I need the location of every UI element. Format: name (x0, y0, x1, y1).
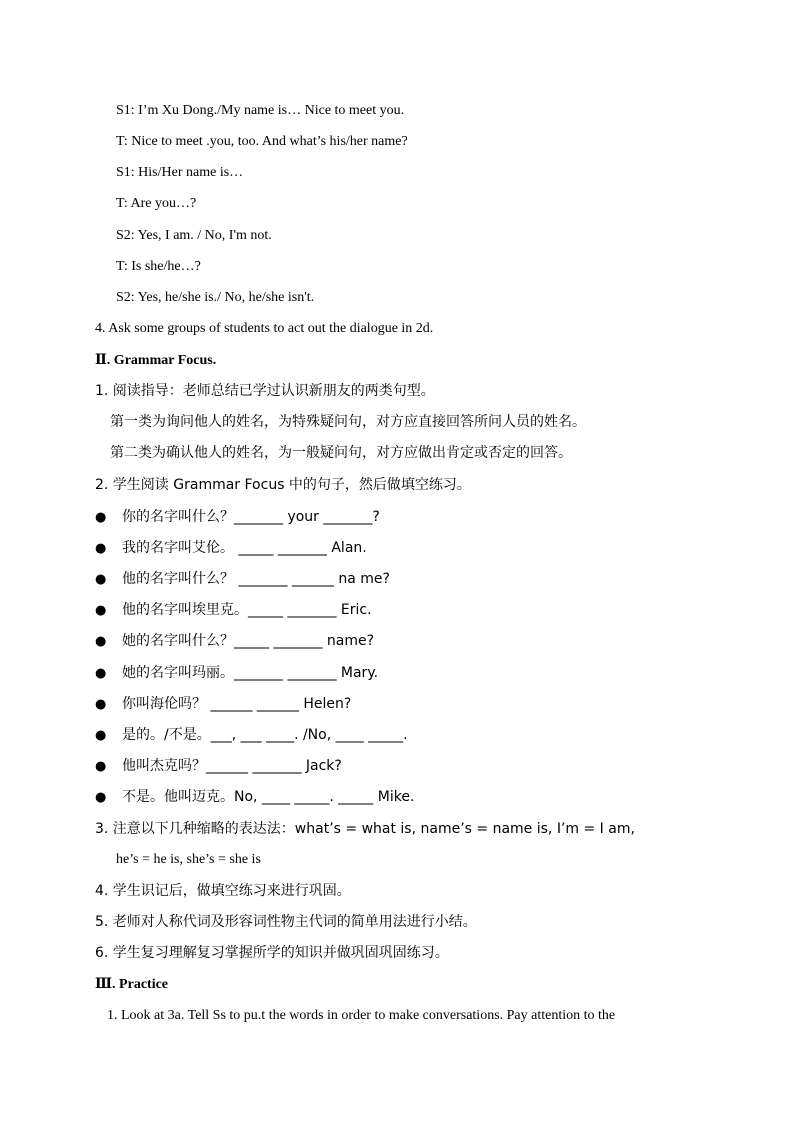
list-item (95, 508, 380, 527)
list-item (95, 601, 372, 620)
grammar-item-1: 1. 阅读指导：老师总结已学过认识新朋友的两类句型。 (95, 383, 435, 399)
list-item (95, 695, 351, 714)
list-item (95, 664, 378, 683)
fill-in-exercise: 她的名字叫什么？_____ _______ name? (122, 633, 375, 649)
dialogue-line: T: Is she/he…? (116, 259, 201, 274)
grammar-item-1-detail: 第一类为询问他人的姓名，为特殊疑问句，对方应直接回答所问人员的姓名。 (110, 414, 586, 430)
dialogue-line: S1: I’m Xu Dong./My name is… Nice to meet you. (116, 103, 405, 118)
section-heading-practice: Ⅲ. Practice (95, 977, 169, 992)
fill-in-exercise: 不是。他叫迈克。No, ____ _____. _____ Mike. (122, 789, 415, 805)
fill-in-exercise: 他叫杰克吗？______ _______ Jack? (122, 758, 342, 774)
dialogue-line: S2: Yes, he/she is./ No, he/she isn't. (116, 290, 315, 305)
bullet-icon: ● (95, 697, 107, 712)
grammar-item-5: 5. 老师对人称代词及形容词性物主代词的简单用法进行小结。 (95, 914, 477, 930)
fill-in-exercise: 他的名字叫埃里克。_____ _______ Eric. (122, 602, 372, 618)
practice-item-1: 1. Look at 3a. Tell Ss to pu.t the words in order to make conversations. Pay attention to the (107, 1008, 616, 1023)
section-heading-grammar-focus: Ⅱ. Grammar Focus. (95, 353, 217, 368)
list-item (95, 570, 390, 589)
list-item (95, 788, 414, 807)
fill-in-exercise: 你的名字叫什么？_______ your _______? (122, 509, 380, 525)
fill-in-exercise: 他的名字叫什么？ _______ ______ na me? (122, 571, 390, 587)
step-4: 4. Ask some groups of students to act out the dialogue in 2d. (95, 321, 434, 336)
list-item (95, 539, 367, 558)
grammar-item-2: 2. 学生阅读 Grammar Focus 中的句子，然后做填空练习。 (95, 477, 471, 493)
list-item (95, 632, 374, 651)
bullet-icon: ● (95, 728, 107, 743)
grammar-item-6: 6. 学生复习理解复习掌握所学的知识并做巩固巩固练习。 (95, 945, 449, 961)
bullet-icon: ● (95, 634, 107, 649)
bullet-icon: ● (95, 790, 107, 805)
bullet-icon: ● (95, 572, 107, 587)
dialogue-line: T: Nice to meet .you, too. And what’s his/her name? (116, 134, 408, 149)
grammar-item-4: 4. 学生识记后，做填空练习来进行巩固。 (95, 883, 351, 899)
dialogue-line: S2: Yes, I am. / No, I'm not. (116, 228, 272, 243)
bullet-icon: ● (95, 603, 107, 618)
list-item (95, 757, 342, 776)
bullet-icon: ● (95, 510, 107, 525)
dialogue-line: T: Are you…? (116, 196, 197, 211)
list-item (95, 726, 408, 745)
dialogue-line: S1: His/Her name is… (116, 165, 244, 180)
fill-in-exercise: 是的。/不是。___, ___ ____. /No, ____ _____. (122, 727, 408, 743)
bullet-icon: ● (95, 541, 107, 556)
fill-in-exercise: 你叫海伦吗？ ______ ______ Helen? (122, 696, 352, 712)
bullet-icon: ● (95, 666, 107, 681)
fill-in-exercise: 她的名字叫玛丽。_______ _______ Mary. (122, 665, 379, 681)
fill-in-exercise: 我的名字叫艾伦。 _____ _______ Alan. (122, 540, 367, 556)
grammar-item-3: 3. 注意以下几种缩略的表达法：what’s = what is, name’s = name is, I’m = I am, (95, 821, 635, 837)
grammar-item-1-detail: 第二类为确认他人的姓名，为一般疑问句，对方应做出肯定或否定的回答。 (110, 445, 572, 461)
bullet-icon: ● (95, 759, 107, 774)
grammar-item-3-cont: he’s = he is, she’s = she is (116, 852, 261, 867)
